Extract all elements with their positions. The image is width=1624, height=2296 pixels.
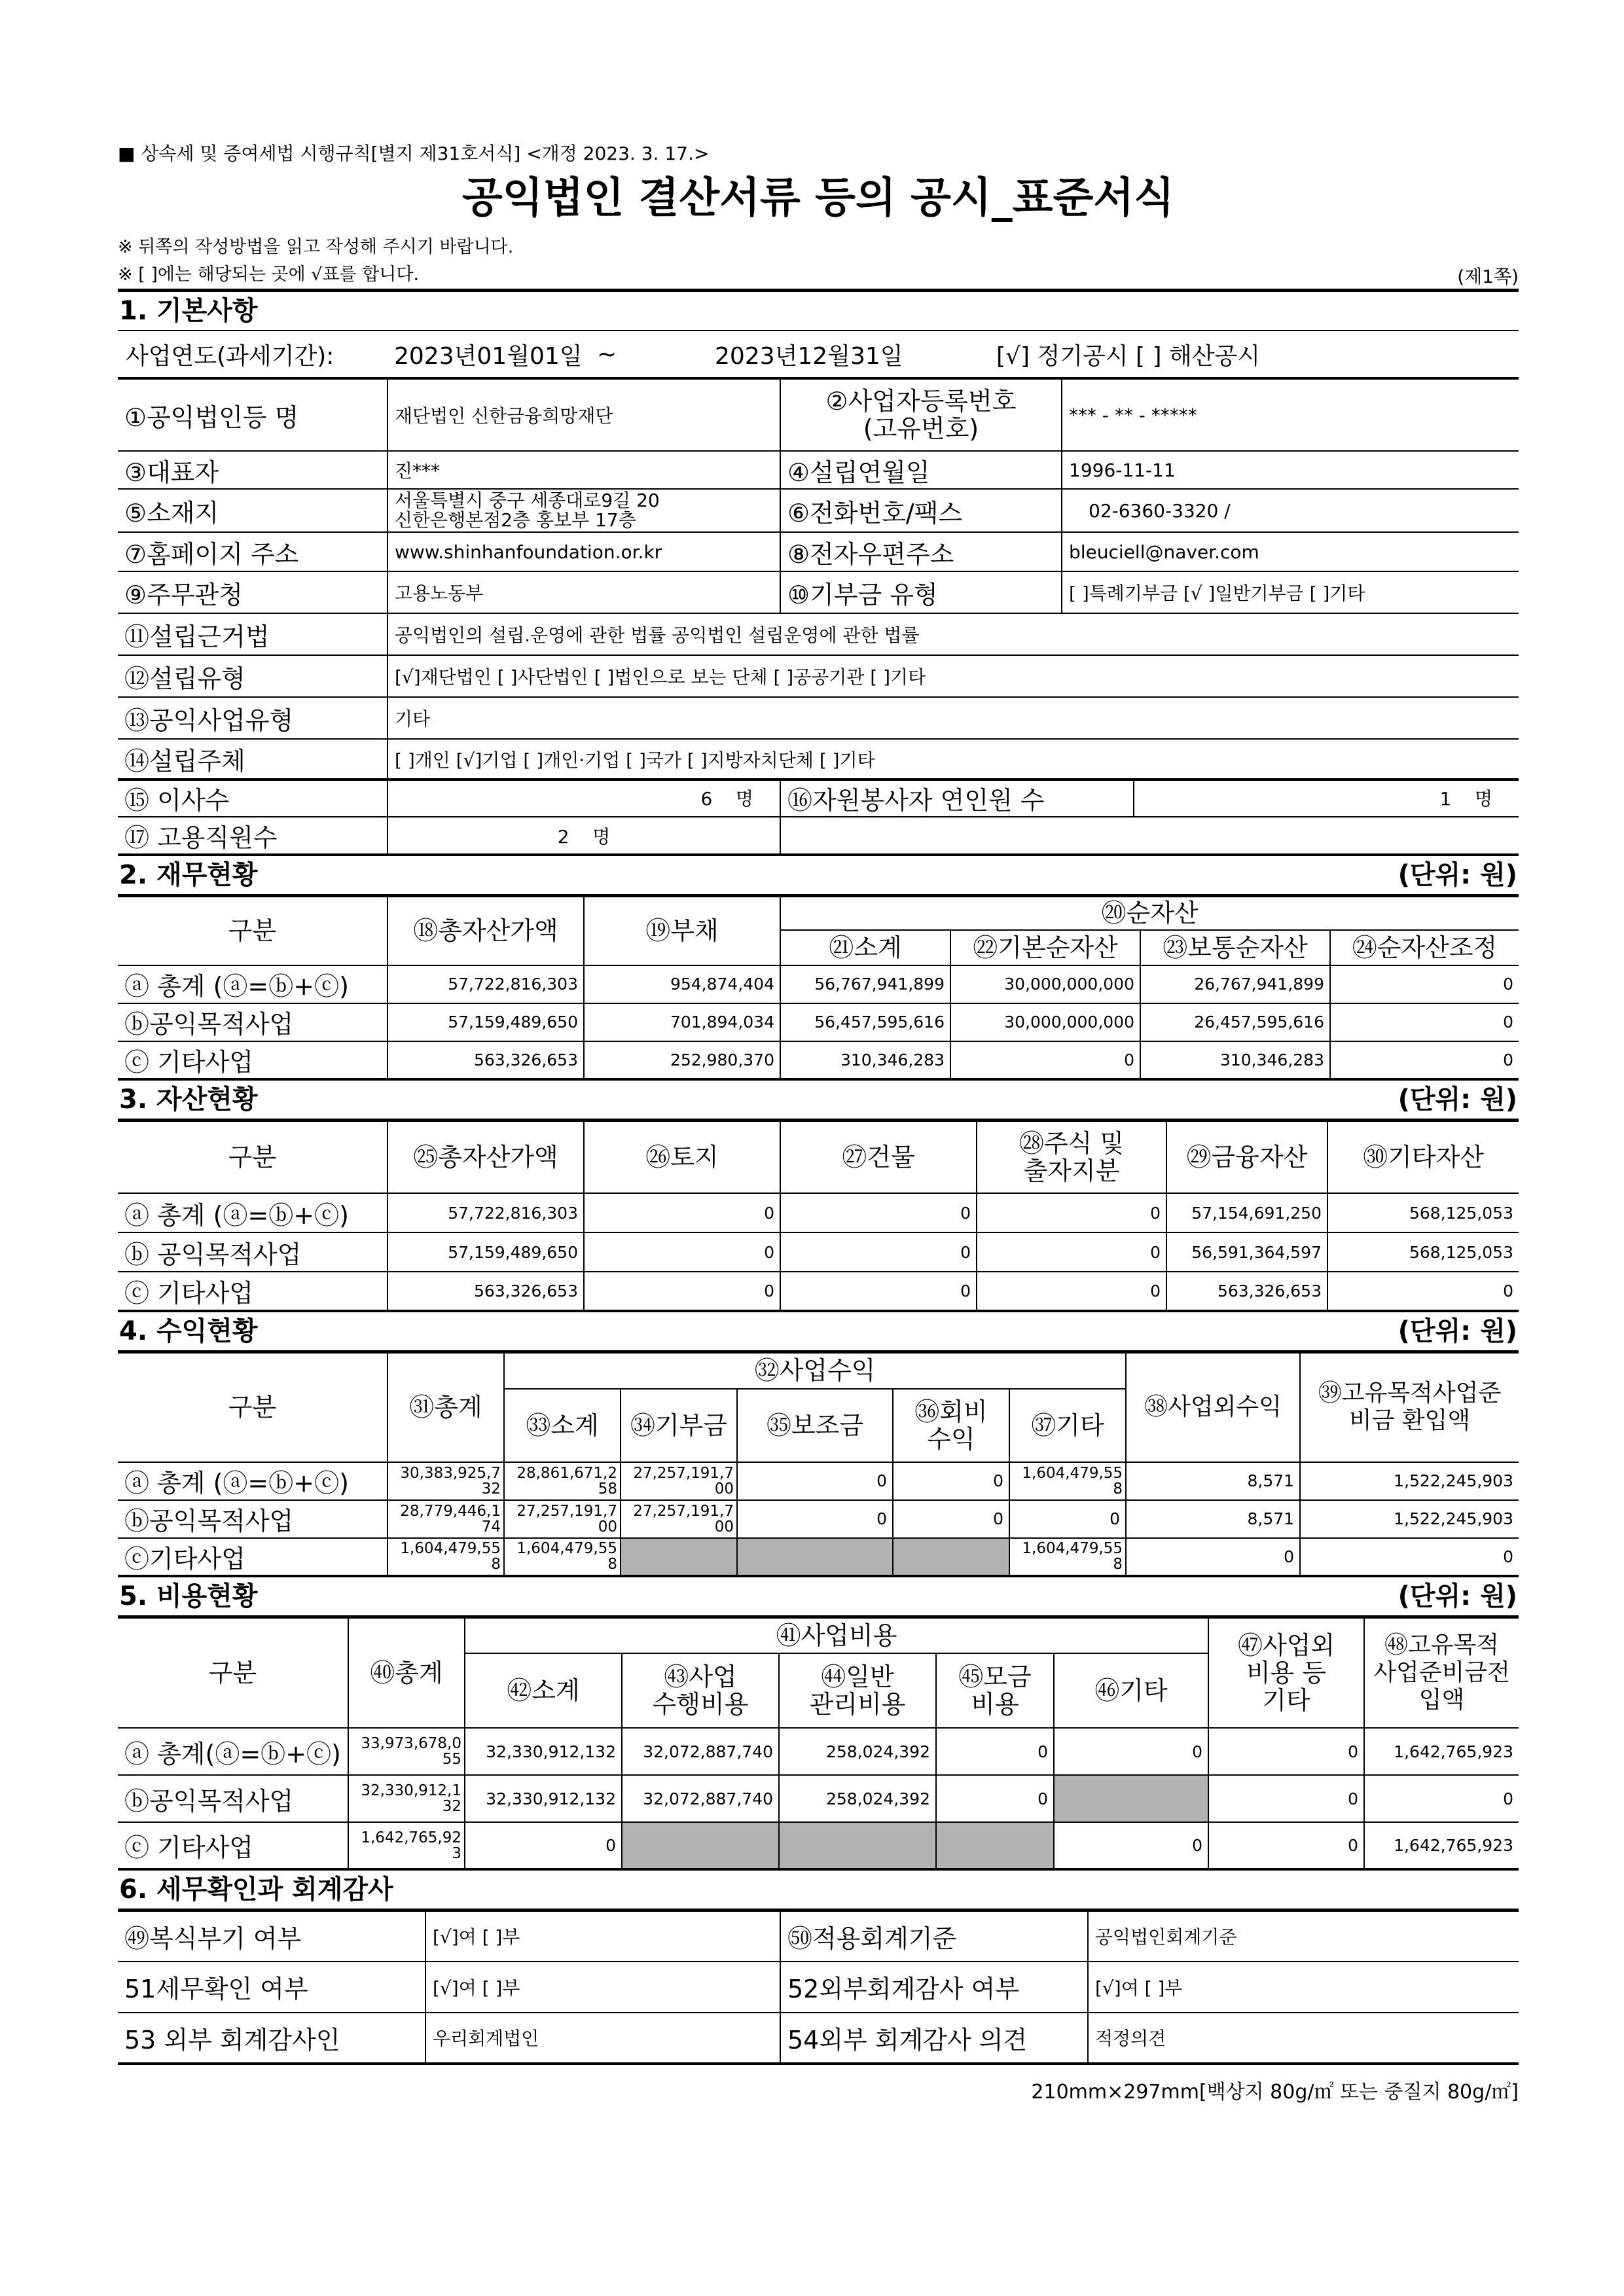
cell: 0 bbox=[584, 1232, 780, 1272]
s2-net-adj-header: ㉔순자산조정 bbox=[1330, 930, 1519, 965]
s4-donation-header: ㉞기부금 bbox=[621, 1389, 737, 1462]
cell: 27,257,191,7 00 bbox=[621, 1462, 737, 1500]
table-row bbox=[118, 1962, 1519, 2013]
cell: 33,973,678,0 55 bbox=[348, 1728, 465, 1775]
homepage-label: ⑦홈페이지 주소 bbox=[118, 532, 388, 571]
expense-status-table bbox=[118, 1615, 1519, 1871]
cell: 954,874,404 bbox=[584, 965, 780, 1003]
cell: 0 bbox=[1330, 965, 1519, 1003]
cell: 0 bbox=[1208, 1728, 1364, 1775]
authority-label: ⑨주무관청 bbox=[118, 571, 388, 613]
cell: 0 bbox=[1208, 1775, 1364, 1822]
cell: 701,894,034 bbox=[584, 1003, 780, 1041]
s3-stock-header: ㉘주식 및 출자지분 bbox=[977, 1120, 1166, 1193]
s2-total-assets-header: ⑱총자산가액 bbox=[388, 896, 584, 965]
cell: 1,642,765,923 bbox=[1364, 1728, 1519, 1775]
cell: 258,024,392 bbox=[779, 1728, 936, 1775]
cell: 30,000,000,000 bbox=[950, 965, 1140, 1003]
business-period-row bbox=[118, 330, 1519, 378]
asset-status-table bbox=[118, 1119, 1519, 1313]
row-label: ⓐ 총계 (ⓐ=ⓑ+ⓒ) bbox=[118, 1462, 388, 1500]
note-2: ※ [ ]에는 해당되는 곳에 √표를 합니다. bbox=[118, 264, 420, 285]
cell: 0 bbox=[1054, 1728, 1208, 1775]
row-label: ⓑ공익목적사업 bbox=[118, 1775, 348, 1822]
accounting-standard-value: 공익법인회계기준 bbox=[1088, 1910, 1519, 1962]
s5-nonbiz-header: ㊼사업외 비용 등 기타 bbox=[1208, 1617, 1364, 1728]
section-5-unit: (단위: 원) bbox=[1398, 1581, 1517, 1611]
cell: 0 bbox=[465, 1822, 622, 1869]
cell: 27,257,191,7 00 bbox=[504, 1500, 621, 1538]
employees-value: 2 명 bbox=[388, 817, 780, 855]
cell: 0 bbox=[1054, 1822, 1208, 1869]
cell: 26,457,595,616 bbox=[1140, 1003, 1330, 1041]
cell: 1,604,479,55 8 bbox=[388, 1538, 504, 1576]
s5-gubun-header: 구분 bbox=[118, 1617, 348, 1728]
s4-subtotal-header: ㉝소계 bbox=[504, 1389, 621, 1462]
s3-total-assets-header: ㉕총자산가액 bbox=[388, 1120, 584, 1193]
row-label: ⓒ 기타사업 bbox=[118, 1041, 388, 1079]
bookkeeping-label: ㊾복식부기 여부 bbox=[118, 1910, 425, 1962]
cell: 30,383,925,7 32 bbox=[388, 1462, 504, 1500]
cell: 0 bbox=[1330, 1041, 1519, 1079]
cell: 563,326,653 bbox=[1166, 1272, 1327, 1311]
section-6-title: 6. 세무확인과 회계감사 bbox=[119, 1874, 393, 1905]
section-3-title: 3. 자산현황 (단위: 원) bbox=[118, 1081, 1519, 1119]
auditor-value: 우리회계법인 bbox=[425, 2013, 780, 2064]
cell: 0 bbox=[1126, 1538, 1300, 1576]
cell: 0 bbox=[977, 1272, 1166, 1311]
row-label: ⓐ 총계 (ⓐ=ⓑ+ⓒ) bbox=[118, 1193, 388, 1232]
section-2-title: 2. 재무현황 (단위: 원) bbox=[118, 856, 1519, 894]
cell: 57,722,816,303 bbox=[388, 965, 584, 1003]
cell: 1,522,245,903 bbox=[1300, 1500, 1519, 1538]
cell: 0 bbox=[1009, 1500, 1126, 1538]
cell: 28,779,446,1 74 bbox=[388, 1500, 504, 1538]
s4-total-header: ㉛총계 bbox=[388, 1352, 504, 1462]
cell: 0 bbox=[1364, 1775, 1519, 1822]
shaded-cell bbox=[779, 1822, 936, 1869]
cell: 0 bbox=[1300, 1538, 1519, 1576]
cell: 32,072,887,740 bbox=[622, 1775, 779, 1822]
audit-opinion-value: 적정의견 bbox=[1088, 2013, 1519, 2064]
cell: 26,767,941,899 bbox=[1140, 965, 1330, 1003]
auditor-label: 53 외부 회계감사인 bbox=[118, 2013, 425, 2064]
law-label: ⑪설립근거법 bbox=[118, 613, 388, 655]
homepage-value: www.shinhanfoundation.or.kr bbox=[388, 532, 780, 571]
row-label: ⓑ 공익목적사업 bbox=[118, 1232, 388, 1272]
cell: 1,604,479,55 8 bbox=[1009, 1538, 1126, 1576]
table-row bbox=[118, 1538, 1519, 1576]
cell: 8,571 bbox=[1126, 1500, 1300, 1538]
table-row bbox=[118, 1822, 1519, 1869]
row-label: ⓑ공익목적사업 bbox=[118, 1500, 388, 1538]
cell: 1,604,479,55 8 bbox=[504, 1538, 621, 1576]
email-value: bleuciell@naver.com bbox=[1062, 532, 1519, 571]
bookkeeping-value: [√]여 [ ]부 bbox=[425, 1910, 780, 1962]
s2-net-assets-header: ⑳순자산 bbox=[780, 896, 1519, 930]
table-row bbox=[118, 1500, 1519, 1538]
cell: 56,767,941,899 bbox=[780, 965, 950, 1003]
section-1-title: 1. 기본사항 bbox=[119, 296, 258, 326]
s3-building-header: ㉗건물 bbox=[780, 1120, 977, 1193]
row-label: ⓒ 기타사업 bbox=[118, 1272, 388, 1311]
s5-general-header: ㊹일반 관리비용 bbox=[779, 1653, 936, 1728]
audit-opinion-label: 54외부 회계감사 의견 bbox=[780, 2013, 1088, 2064]
cell: 0 bbox=[936, 1775, 1054, 1822]
law-value: 공익법인의 설립.운영에 관한 법률 공익법인 설립운영에 관한 법률 bbox=[388, 613, 1519, 655]
section-3-unit: (단위: 원) bbox=[1398, 1084, 1517, 1115]
s3-financial-header: ㉙금융자산 bbox=[1166, 1120, 1327, 1193]
tax-check-value: [√]여 [ ]부 bbox=[425, 1962, 780, 2013]
volunteers-label: ⑯자원봉사자 연인원 수 bbox=[780, 779, 1134, 817]
financial-status-table bbox=[118, 894, 1519, 1081]
rep-value: 진*** bbox=[388, 451, 780, 489]
section-5-title: 5. 비용현황 (단위: 원) bbox=[118, 1577, 1519, 1615]
s5-subtotal-header: ㊷소계 bbox=[465, 1653, 622, 1728]
shaded-cell bbox=[893, 1538, 1009, 1576]
founder-value: [ ]개인 [√]기업 [ ]개인·기업 [ ]국가 [ ]지방자치단체 [ ]기타 bbox=[388, 739, 1519, 780]
cell: 57,154,691,250 bbox=[1166, 1193, 1327, 1232]
address-label: ⑤소재지 bbox=[118, 489, 388, 532]
table-row bbox=[118, 1775, 1519, 1822]
org-name-label: ①공익법인등 명 bbox=[118, 379, 388, 451]
cell: 0 bbox=[977, 1193, 1166, 1232]
cell: 1,642,765,923 bbox=[1364, 1822, 1519, 1869]
s5-other-header: ㊻기타 bbox=[1054, 1653, 1208, 1728]
s3-land-header: ㉖토지 bbox=[584, 1120, 780, 1193]
cell: 28,861,671,2 58 bbox=[504, 1462, 621, 1500]
shaded-cell bbox=[737, 1538, 893, 1576]
directors-value: 6 명 bbox=[388, 779, 780, 817]
period-end: 2023년12월31일 bbox=[715, 342, 903, 370]
period-tilde: ~ bbox=[597, 340, 617, 368]
cell: 0 bbox=[780, 1193, 977, 1232]
disclosure-type: [√] 정기공시 [ ] 해산공시 bbox=[996, 342, 1261, 370]
cell: 0 bbox=[893, 1462, 1009, 1500]
document-title: 공익법인 결산서류 등의 공시_표준서식 bbox=[461, 174, 1175, 223]
s5-total-header: ㊵총계 bbox=[348, 1617, 465, 1728]
s2-gubun-header: 구분 bbox=[118, 896, 388, 965]
est-type-label: ⑫설립유형 bbox=[118, 655, 388, 697]
tel-label: ⑥전화번호/팩스 bbox=[780, 489, 1062, 532]
period-start: 2023년01월01일 bbox=[394, 342, 583, 370]
founder-label: ⑭설립주체 bbox=[118, 739, 388, 780]
tax-check-label: 51세무확인 여부 bbox=[118, 1962, 425, 2013]
cell: 568,125,053 bbox=[1327, 1232, 1519, 1272]
basic-info-table bbox=[118, 378, 1519, 781]
cell: 0 bbox=[737, 1462, 893, 1500]
cell: 0 bbox=[1327, 1272, 1519, 1311]
est-date-label: ④설립연월일 bbox=[780, 451, 1062, 489]
cell: 310,346,283 bbox=[1140, 1041, 1330, 1079]
staff-table bbox=[118, 778, 1519, 856]
cell: 56,457,595,616 bbox=[780, 1003, 950, 1041]
form-reference: ■ 상속세 및 증여세법 시행규칙[별지 제31호서식] <개정 2023. 3. 17.> bbox=[118, 143, 710, 164]
s3-other-header: ㉚기타자산 bbox=[1327, 1120, 1519, 1193]
est-type-value: [√]재단법인 [ ]사단법인 [ ]법인으로 보는 단체 [ ]공공기관 [ ]기타 bbox=[388, 655, 1519, 697]
cell: 1,642,765,92 3 bbox=[348, 1822, 465, 1869]
row-label: ⓐ 총계(ⓐ=ⓑ+ⓒ) bbox=[118, 1728, 348, 1775]
tel-value: 02-6360-3320 / bbox=[1062, 489, 1519, 532]
external-audit-label: 52외부회계감사 여부 bbox=[780, 1962, 1088, 2013]
cell: 1,522,245,903 bbox=[1300, 1462, 1519, 1500]
row-label: ⓒ기타사업 bbox=[118, 1538, 388, 1576]
address-value: 서울특별시 중구 세종대로9길 20 신한은행본점2층 홍보부 17층 bbox=[388, 489, 780, 532]
table-row bbox=[118, 1003, 1519, 1041]
org-name-value: 재단법인 신한금융희망재단 bbox=[388, 379, 780, 451]
cell: 0 bbox=[936, 1728, 1054, 1775]
cell: 0 bbox=[1330, 1003, 1519, 1041]
cell: 30,000,000,000 bbox=[950, 1003, 1140, 1041]
cell: 0 bbox=[893, 1500, 1009, 1538]
cell: 0 bbox=[1208, 1822, 1364, 1869]
s2-subtotal-header: ㉑소계 bbox=[780, 930, 950, 965]
shaded-cell bbox=[1054, 1775, 1208, 1822]
paper-spec-footer: 210mm×297mm[백상지 80g/㎡ 또는 중질지 80g/㎡] bbox=[1031, 2080, 1519, 2104]
cell: 1,604,479,55 8 bbox=[1009, 1462, 1126, 1500]
cell: 32,330,912,132 bbox=[465, 1775, 622, 1822]
cell: 0 bbox=[950, 1041, 1140, 1079]
s4-fee-header: ㊱회비 수익 bbox=[893, 1389, 1009, 1462]
table-row bbox=[118, 1910, 1519, 1962]
s4-gubun-header: 구분 bbox=[118, 1352, 388, 1462]
cell: 32,330,912,1 32 bbox=[348, 1775, 465, 1822]
authority-value: 고용노동부 bbox=[388, 571, 780, 613]
tax-audit-table bbox=[118, 1909, 1519, 2065]
table-row bbox=[118, 2013, 1519, 2064]
cell: 563,326,653 bbox=[388, 1041, 584, 1079]
volunteers-value: 1 명 bbox=[1134, 779, 1519, 817]
biz-reg-label: ②사업자등록번호 (고유번호) bbox=[780, 379, 1062, 451]
section-4-title: 4. 수익현황 (단위: 원) bbox=[118, 1312, 1519, 1350]
s5-fundraising-header: ㊺모금 비용 bbox=[936, 1653, 1054, 1728]
cell: 0 bbox=[977, 1232, 1166, 1272]
accounting-standard-label: ㊿적용회계기준 bbox=[780, 1910, 1088, 1962]
page-number: (제1쪽) bbox=[1457, 266, 1519, 287]
s3-gubun-header: 구분 bbox=[118, 1120, 388, 1193]
table-row bbox=[118, 965, 1519, 1003]
cell: 32,330,912,132 bbox=[465, 1728, 622, 1775]
s4-biz-revenue-header: ㉜사업수익 bbox=[504, 1352, 1126, 1389]
table-row bbox=[118, 1272, 1519, 1311]
table-row bbox=[118, 1728, 1519, 1775]
note-1: ※ 뒤쪽의 작성방법을 읽고 작성해 주시기 바랍니다. bbox=[118, 237, 514, 257]
s5-exec-header: ㊸사업 수행비용 bbox=[622, 1653, 779, 1728]
table-row bbox=[118, 1193, 1519, 1232]
revenue-status-table bbox=[118, 1350, 1519, 1577]
cell: 252,980,370 bbox=[584, 1041, 780, 1079]
cell: 32,072,887,740 bbox=[622, 1728, 779, 1775]
row-label: ⓒ 기타사업 bbox=[118, 1822, 348, 1869]
donation-type-value: [ ]특례기부금 [√ ]일반기부금 [ ]기타 bbox=[1062, 571, 1519, 613]
cell: 57,159,489,650 bbox=[388, 1003, 584, 1041]
table-row bbox=[118, 1041, 1519, 1079]
row-label: ⓑ공익목적사업 bbox=[118, 1003, 388, 1041]
shaded-cell bbox=[622, 1822, 779, 1869]
s4-reserve-header: ㊴고유목적사업준 비금 환입액 bbox=[1300, 1352, 1519, 1462]
cell: 310,346,283 bbox=[780, 1041, 950, 1079]
s4-other-header: ㊲기타 bbox=[1009, 1389, 1126, 1462]
s2-debt-header: ⑲부채 bbox=[584, 896, 780, 965]
cell: 27,257,191,7 00 bbox=[621, 1500, 737, 1538]
biz-type-value: 기타 bbox=[388, 697, 1519, 739]
s4-grant-header: ㉟보조금 bbox=[737, 1389, 893, 1462]
section-2-unit: (단위: 원) bbox=[1398, 860, 1517, 890]
shaded-cell bbox=[621, 1538, 737, 1576]
est-date-value: 1996-11-11 bbox=[1062, 451, 1519, 489]
cell: 258,024,392 bbox=[779, 1775, 936, 1822]
email-label: ⑧전자우편주소 bbox=[780, 532, 1062, 571]
table-row bbox=[118, 1232, 1519, 1272]
row-label: ⓐ 총계 (ⓐ=ⓑ+ⓒ) bbox=[118, 965, 388, 1003]
directors-label: ⑮ 이사수 bbox=[118, 779, 388, 817]
cell: 563,326,653 bbox=[388, 1272, 584, 1311]
cell: 0 bbox=[584, 1272, 780, 1311]
external-audit-value: [√]여 [ ]부 bbox=[1088, 1962, 1519, 2013]
table-row bbox=[118, 1462, 1519, 1500]
s2-normal-net-header: ㉓보통순자산 bbox=[1140, 930, 1330, 965]
donation-type-label: ⑩기부금 유형 bbox=[780, 571, 1062, 613]
cell: 57,722,816,303 bbox=[388, 1193, 584, 1232]
cell: 8,571 bbox=[1126, 1462, 1300, 1500]
period-label: 사업연도(과세기간): bbox=[126, 342, 334, 370]
rep-label: ③대표자 bbox=[118, 451, 388, 489]
cell: 56,591,364,597 bbox=[1166, 1232, 1327, 1272]
biz-reg-value: *** - ** - ***** bbox=[1062, 379, 1519, 451]
biz-type-label: ⑬공익사업유형 bbox=[118, 697, 388, 739]
cell: 0 bbox=[780, 1232, 977, 1272]
cell: 0 bbox=[737, 1500, 893, 1538]
document-page bbox=[118, 141, 1519, 2104]
cell: 57,159,489,650 bbox=[388, 1232, 584, 1272]
s2-basic-net-header: ㉒기본순자산 bbox=[950, 930, 1140, 965]
s4-nonbiz-header: ㊳사업외수익 bbox=[1126, 1352, 1300, 1462]
employees-label: ⑰ 고용직원수 bbox=[118, 817, 388, 855]
cell: 0 bbox=[780, 1272, 977, 1311]
section-4-unit: (단위: 원) bbox=[1398, 1316, 1517, 1346]
s5-biz-expense-header: ㊶사업비용 bbox=[465, 1617, 1208, 1653]
s5-reserve-header: ㊽고유목적 사업준비금전 입액 bbox=[1364, 1617, 1519, 1728]
shaded-cell bbox=[936, 1822, 1054, 1869]
cell: 568,125,053 bbox=[1327, 1193, 1519, 1232]
cell: 0 bbox=[584, 1193, 780, 1232]
